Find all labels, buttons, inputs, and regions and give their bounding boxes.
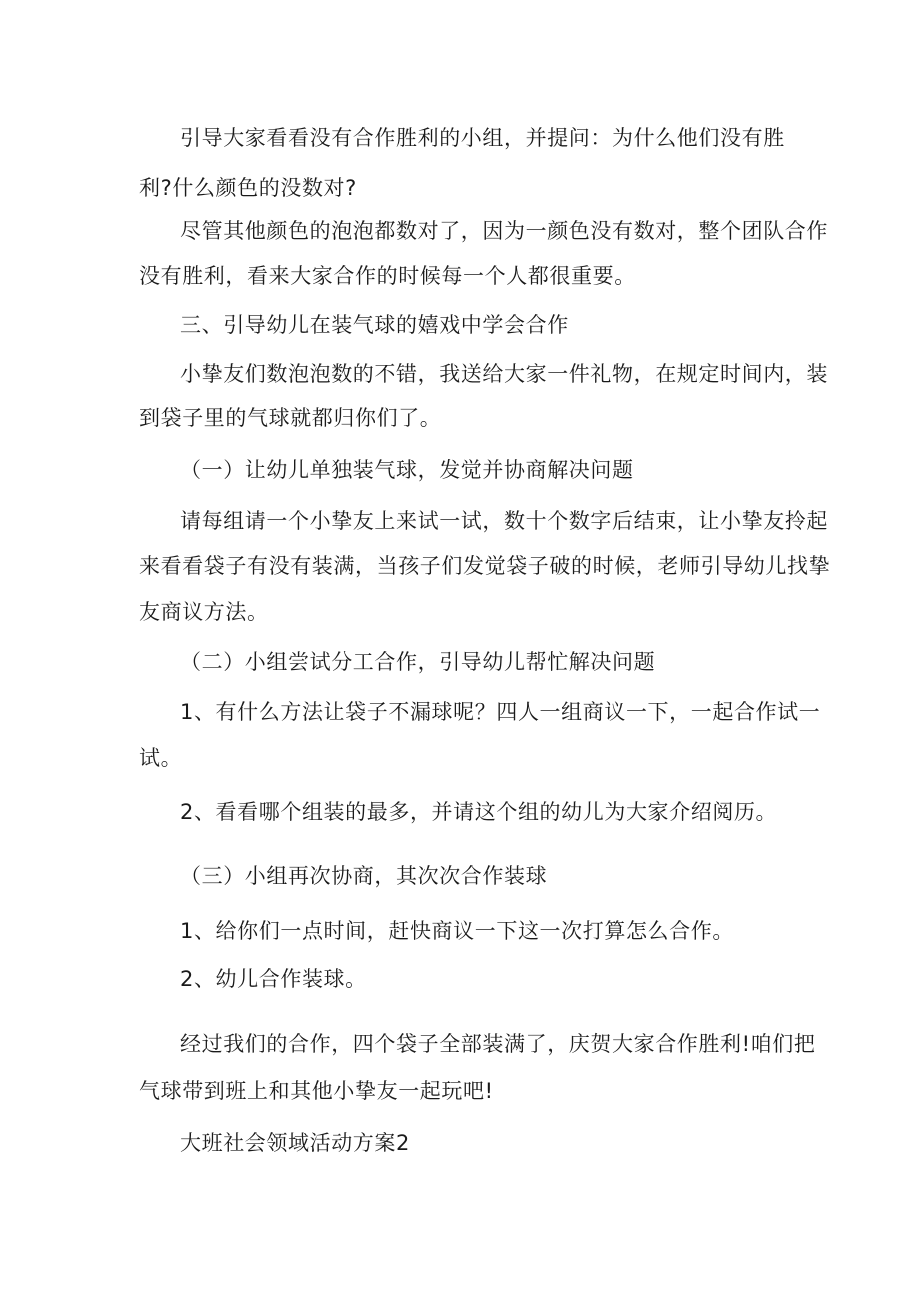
list-item-line: 2、看看哪个组装的最多，并请这个组的幼儿为大家介绍阅历。 (180, 800, 778, 824)
paragraph-line: 请每组请一个小挚友上来试一试，数十个数字后结束，让小挚友拎起 (180, 509, 828, 533)
paragraph-line: 气球带到班上和其他小挚友一起玩吧! (139, 1079, 494, 1103)
subsection-heading: （二）小组尝试分工合作，引导幼儿帮忙解决问题 (180, 650, 656, 674)
section-title: 大班社会领域活动方案2 (180, 1131, 410, 1155)
paragraph-line: 引导大家看看没有合作胜利的小组，并提问：为什么他们没有胜 (180, 126, 785, 150)
subsection-heading: （一）让幼儿单独装气球，发觉并协商解决问题 (180, 458, 634, 482)
list-item-line: 1、有什么方法让袋子不漏球呢？四人一组商议一下，一起合作试一 (180, 700, 821, 724)
section-heading: 三、引导幼儿在装气球的嬉戏中学会合作 (180, 313, 569, 337)
paragraph-line: 没有胜利，看来大家合作的时候每一个人都很重要。 (139, 264, 636, 288)
paragraph-line: 到袋子里的气球就都归你们了。 (139, 406, 442, 430)
list-item-line: 试。 (139, 746, 183, 770)
paragraph-line: 小挚友们数泡泡数的不错，我送给大家一件礼物，在规定时间内，装 (180, 362, 828, 386)
paragraph-line: 友商议方法。 (139, 600, 269, 624)
paragraph-line: 经过我们的合作，四个袋子全部装满了，庆贺大家合作胜利!咱们把 (180, 1032, 816, 1056)
paragraph-line: 来看看袋子有没有装满，当孩子们发觉袋子破的时候，老师引导幼儿找挚 (139, 554, 831, 578)
subsection-heading: （三）小组再次协商，其次次合作装球 (180, 864, 548, 888)
paragraph-line: 尽管其他颜色的泡泡都数对了，因为一颜色没有数对，整个团队合作 (180, 219, 828, 243)
paragraph-line: 利?什么颜色的没数对? (139, 176, 357, 200)
list-item-line: 1、给你们一点时间，赶快商议一下这一次打算怎么合作。 (180, 919, 734, 943)
list-item-line: 2、幼儿合作装球。 (180, 967, 367, 991)
